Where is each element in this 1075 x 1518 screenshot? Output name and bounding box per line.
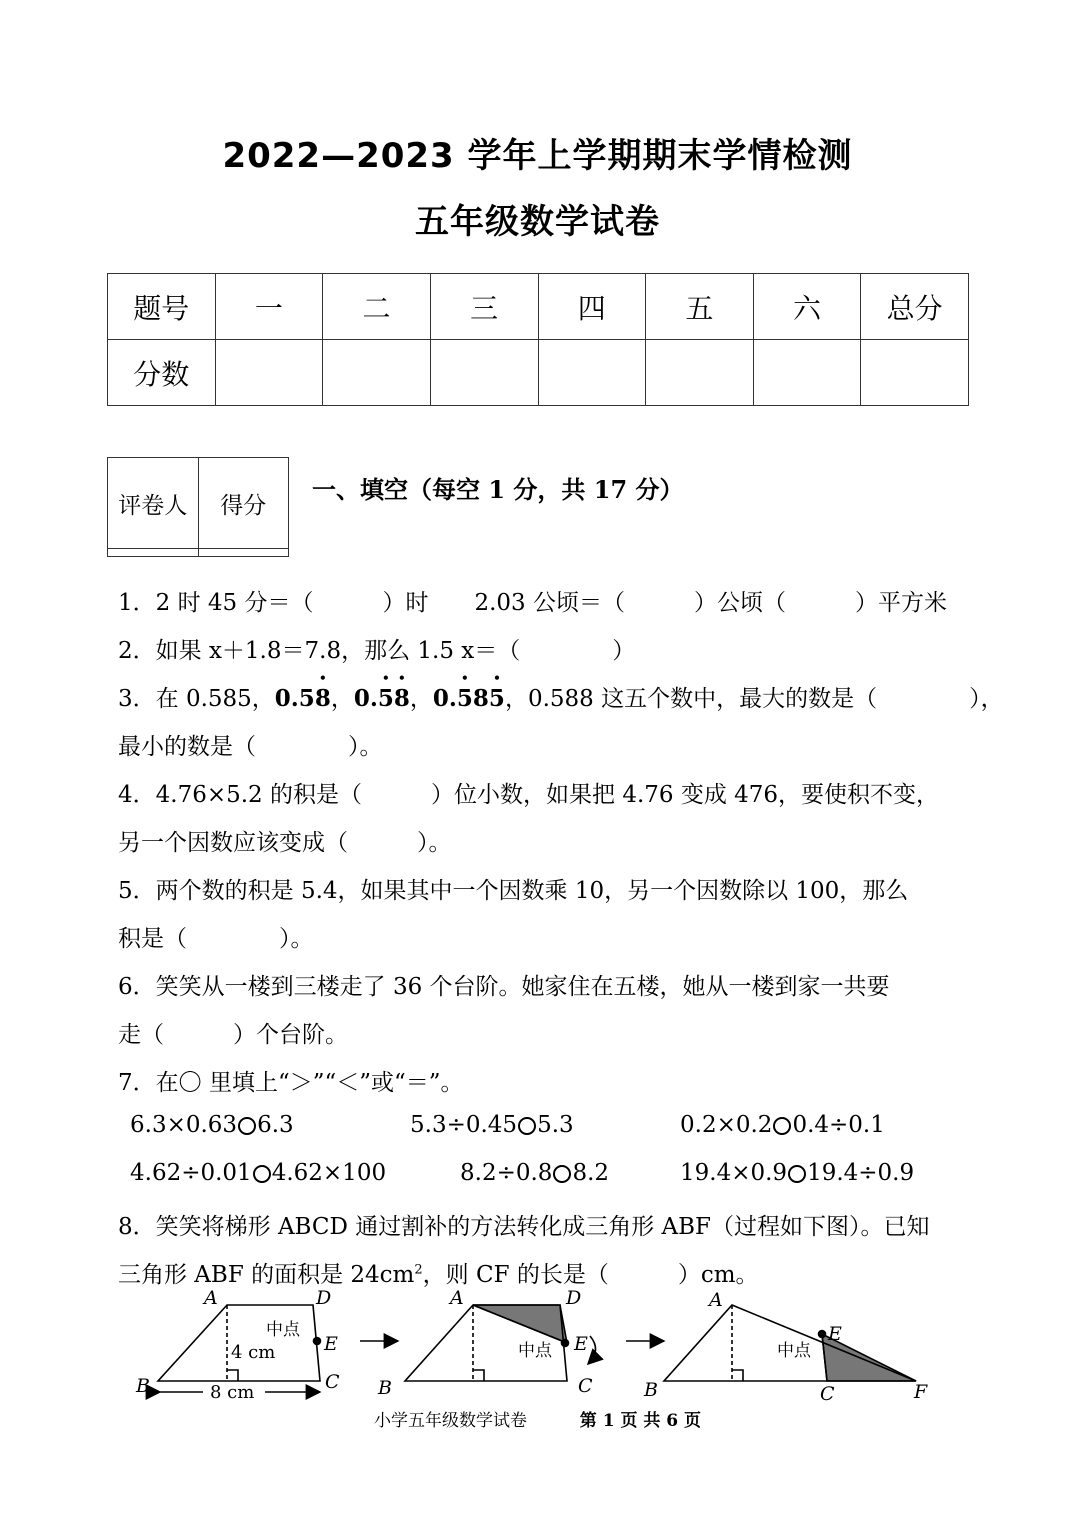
score-input-cell[interactable] [753,340,861,406]
grader-reviewer-label: 评卷人 [108,458,199,549]
repeat-digit: 8 • [394,685,410,712]
compare-item: 0.2×0.2 0.4÷0.1 [680,1112,885,1138]
label-D: D [566,1287,582,1309]
score-cell: 总分 [861,274,969,340]
label-D: D [316,1287,332,1309]
compare-item: 4.62÷0.01 4.62×100 [130,1160,387,1186]
midpoint-label: 中点 [518,1341,552,1361]
score-input-cell[interactable] [861,340,969,406]
label-C: C [578,1375,593,1397]
score-input-cell[interactable] [646,340,754,406]
compare-circle[interactable] [253,1165,271,1183]
question-4-cont: 另一个因数应该变成（ ）。 [118,830,452,856]
midpoint-label: 中点 [777,1341,811,1361]
question-8: 8．笑笑将梯形 ABCD 通过割补的方法转化成三角形 ABF（过程如下图）。已知 [118,1214,930,1240]
score-table [107,273,969,406]
label-E: E [828,1323,842,1345]
question-7: 7．在〇 里填上“＞”“＜”或“＝”。 [118,1070,464,1096]
question-4: 4．4.76×5.2 的积是（ ）位小数，如果把 4.76 变成 476，要使积不变， [118,782,940,808]
score-cell: 二 [323,274,431,340]
footer-left: 小学五年级数学试卷 [373,1411,527,1431]
question-3: 3．在 0.585，0.58 •，0.5 •8 •，0.5 •85 •，0.588 这五个数中，最大的数是（ ）， [118,680,1004,713]
score-input-cell[interactable] [215,340,323,406]
score-cell: 六 [753,274,861,340]
question-6: 6．笑笑从一楼到三楼走了 36 个台阶。她家住在五楼，她从一楼到家一共要 [118,974,890,1000]
label-E: E [324,1333,338,1355]
question-3-cont: 最小的数是（ ）。 [118,734,383,760]
repeat-digit: 5 • [489,685,505,712]
score-cell: 三 [430,274,538,340]
midpoint-label: 中点 [266,1320,300,1340]
question-8-cont: 三角形 ABF 的面积是 $24cm^2$，则 CF 的长是（ ）cm。 [118,1262,759,1288]
section-title: 一、填空（每空 1 分，共 17 分） [312,475,684,504]
repeat-digit: 8 • [315,685,331,712]
compare-circle[interactable] [518,1117,536,1135]
label-B: B [136,1375,150,1397]
grader-table [107,457,289,557]
score-cell: 题号 [108,274,216,340]
question-5: 5．两个数的积是 5.4，如果其中一个因数乘 10，另一个因数除以 100，那么 [118,878,909,904]
q3-text-b: 0.588 这五个数中，最大的数是（ ）， [527,686,1004,712]
label-C: C [325,1371,340,1393]
page-footer [0,1406,1075,1431]
label-C: C [820,1383,835,1405]
exam-subtitle: 五年级数学试卷 [415,202,660,242]
score-cell: 一 [215,274,323,340]
repeating-decimal-3: 0.5 •85 • [433,685,505,712]
height-label: 4 cm [231,1342,276,1363]
score-cell: 分数 [108,340,216,406]
exam-title: 2022—2023 学年上学期期末学情检测 [222,136,853,176]
question-6-cont: 走（ ）个台阶。 [118,1022,348,1048]
repeat-digit: 5 • [457,685,473,712]
repeating-decimal-1: 0.58 • [275,685,331,712]
compare-circle[interactable] [773,1117,791,1135]
q3-text: 3．在 0.585， [118,686,275,712]
score-input-cell[interactable] [323,340,431,406]
label-A: A [709,1289,723,1311]
label-E: E [574,1333,588,1355]
compare-circle[interactable] [788,1165,806,1183]
label-B: B [644,1379,658,1401]
score-cell: 四 [538,274,646,340]
score-input-cell[interactable] [430,340,538,406]
grader-score-label: 得分 [198,458,289,549]
score-table-score-row [108,340,969,406]
cut-trapezoid-shape [405,1305,596,1381]
grader-score-cell[interactable] [198,549,289,557]
base-label: 8 cm [210,1382,255,1403]
question-2: 2．如果 x＋1.8＝7.8，那么 1.5 x＝（ ） [118,638,636,664]
trapezoid-figure [0,1280,1075,1405]
repeat-digit: 5 • [378,685,394,712]
footer-right: 第 1 页 共 6 页 [579,1411,702,1431]
repeating-decimal-2: 0.5 •8 • [354,685,410,712]
score-cell: 五 [646,274,754,340]
compare-item: 6.3×0.63 6.3 [130,1112,294,1138]
label-A: A [204,1287,218,1309]
compare-item: 8.2÷0.8 8.2 [460,1160,610,1186]
score-table-header-row [108,274,969,340]
compare-item: 19.4×0.9 19.4÷0.9 [680,1160,915,1186]
compare-item: 5.3÷0.45 5.3 [410,1112,574,1138]
score-input-cell[interactable] [538,340,646,406]
compare-circle[interactable] [238,1117,256,1135]
grader-reviewer-cell[interactable] [108,549,199,557]
compare-circle[interactable] [553,1165,571,1183]
question-1: 1．2 时 45 分＝（ ）时 2.03 公顷＝（ ）公顷（ ）平方米 [118,590,947,616]
question-5-cont: 积是（ ）。 [118,926,314,952]
label-B: B [378,1377,392,1399]
label-F: F [914,1381,928,1403]
label-A: A [450,1287,464,1309]
